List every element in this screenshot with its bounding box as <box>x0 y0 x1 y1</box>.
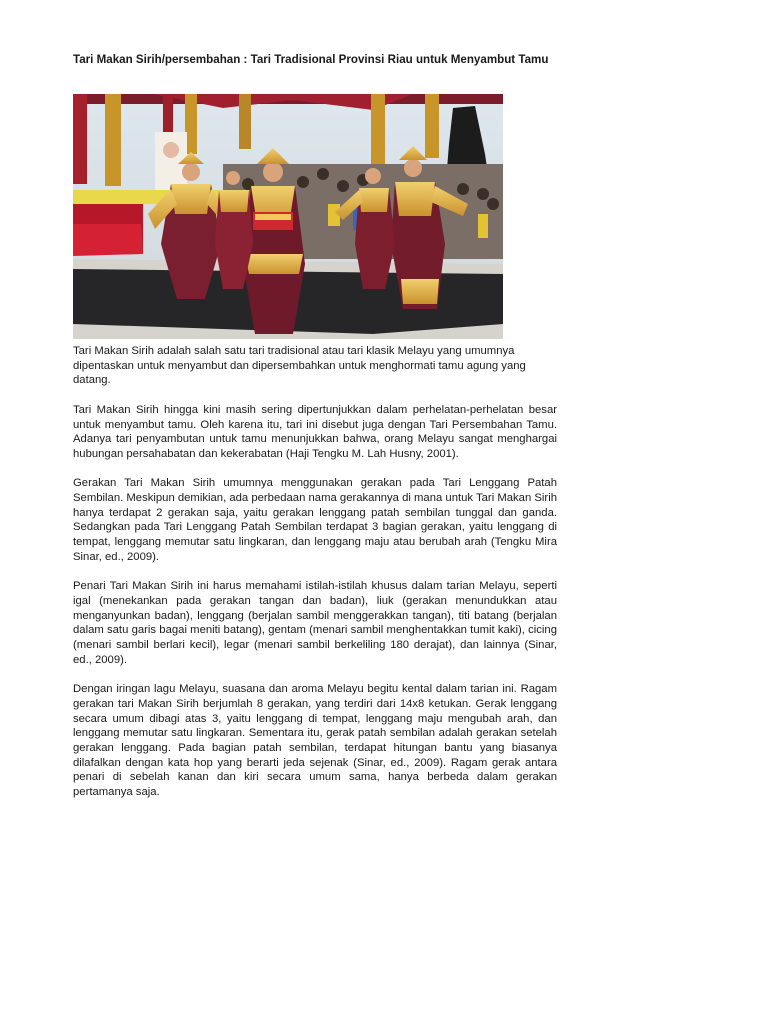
paragraph: Dengan iringan lagu Melayu, suasana dan aroma Melayu begitu kental dalam tarian ini. Ragam gerakan tari Makan Sirih berjumlah 8 gerakan, yang terdiri dari 14x8 ketukan. Gerak lenggang secara umum dibagi atas 3, yaitu lenggang di tempat, lenggang maju mengubah arah, dan lenggang memutar satu lingkaran. Sementara itu, gerak patah sembilan adalah gerakan setelah gerakan lenggang. Pada bagian patah sembilan, terdapat hitungan bantu yang biasanya dilafalkan dengan kata hop yang berarti jeda sejenak (Sinar, ed., 2009). Ragam gerak antara penari di sebelah kanan dan kiri secara umum sama, hanya berbeda dalam gerakan pertamanya saja. <box>73 683 557 799</box>
document-title: Tari Makan Sirih/persembahan : Tari Tradisional Provinsi Riau untuk Menyambut Tamu <box>73 53 549 66</box>
paragraph: Tari Makan Sirih adalah salah satu tari tradisional atau tari klasik Melayu yang umumnya dipentaskan untuk menyambut dan dipersembahkan untuk menghormati tamu agung yang datang. <box>73 345 526 387</box>
dance-photo <box>73 94 503 339</box>
paragraph: Tari Makan Sirih hingga kini masih sering dipertunjukkan dalam perhelatan-perhelatan besar untuk menyambut tamu. Oleh karena itu, tari ini disebut juga dengan Tari Persembahan Tamu. Adanya tari penyambutan untuk tamu menunjukkan bahwa, orang Melayu sangat menghargai hubungan persahabatan dan kekerabatan (Haji Tengku M. Lah Husny, 2001). <box>73 403 557 460</box>
paragraph: Penari Tari Makan Sirih ini harus memahami istilah-istilah khusus dalam tarian Melayu, seperti igal (menekankan pada gerakan tangan dan badan), liuk (gerakan menundukkan atau menganyunkan badan), lenggang (berjalan sambil menggerakkan tangan), titi batang (berjalan dalam satu garis bagai meniti batang), gentam (menari sambil menghentakkan tumit kaki), cicing (menari sambil berlari kecil), legar (menari sambil berkeliling 180 derajat), dan lainnya (Sinar, ed., 2009). <box>73 580 557 666</box>
paragraph: Gerakan Tari Makan Sirih umumnya menggunakan gerakan pada Tari Lenggang Patah Sembilan. Meskipun demikian, ada perbedaan nama gerakannya di mana untuk Tari Makan Sirih hanya terdapat 2 gerakan saja, yaitu gerakan lenggang patah sembilan tunggal dan ganda. Sedangkan pada Tari Lenggang Patah Sembilan terdapat 3 bagian gerakan, yaitu lenggang di tempat, lenggang memutar satu lingkaran, dan lenggang maju atau berubah arah (Tengku Mira Sinar, ed., 2009). <box>73 477 557 563</box>
document-body <box>73 344 557 814</box>
